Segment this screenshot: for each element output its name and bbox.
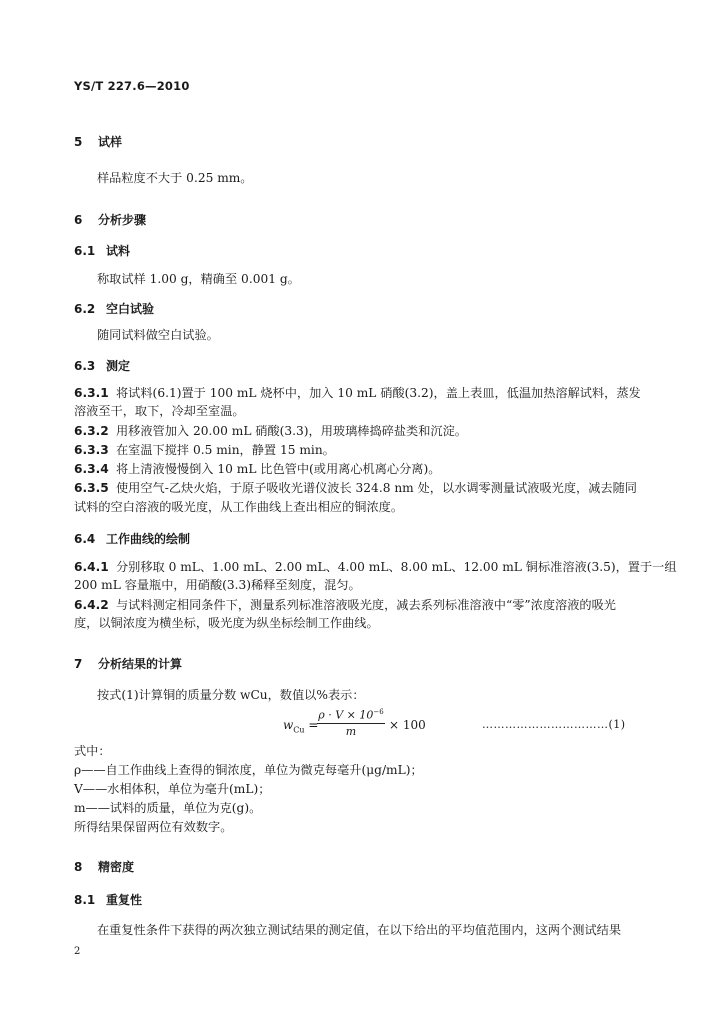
clause-number: 6.3.5 (74, 481, 109, 495)
clause-6-4-2-line-2: 度，以铜浓度为横坐标，吸光度为纵坐标绘制工作曲线。 (74, 616, 379, 630)
section-8-heading (74, 858, 134, 875)
clause-number: 6.4.2 (74, 598, 109, 612)
formula-numerator (317, 708, 385, 722)
sec6-2-paragraph: 随同试料做空白试验。 (97, 328, 219, 342)
section-6-3-heading (74, 357, 130, 374)
formula-lhs (283, 718, 318, 734)
clause-6-3-5-line-2: 试料的空白溶液的吸光度，从工作曲线上查出相应的铜浓度。 (74, 500, 404, 514)
section-number: 5 (74, 135, 83, 149)
sec8-1-paragraph: 在重复性条件下获得的两次独立测试结果的测定值，在以下给出的平均值范围内，这两个测试结果 (97, 923, 622, 937)
formula-denominator: m (345, 724, 357, 738)
section-title: 工作曲线的绘制 (106, 532, 191, 546)
section-title: 重复性 (106, 893, 143, 907)
section-5-heading (74, 133, 122, 150)
section-number: 7 (74, 657, 83, 671)
section-6-4-heading (74, 530, 190, 547)
formula-lhs-var: w (283, 718, 294, 732)
section-6-2-heading (74, 300, 154, 317)
section-7-heading (74, 655, 182, 672)
section-number: 6.2 (74, 302, 96, 316)
significant-figures-note: 所得结果保留两位有效数字。 (74, 820, 233, 834)
formula-lhs-sub: Cu (293, 725, 305, 735)
definition-rho: ρ——自工作曲线上查得的铜浓度，单位为微克每毫升(μg/mL)； (74, 763, 423, 777)
clause-number: 6.3.3 (74, 443, 109, 457)
section-number: 6.4 (74, 532, 96, 546)
clause-text: 将试料(6.1)置于 100 mL 烧杯中，加入 10 mL 硝酸(3.2)，盖上表皿，低温加热溶解试料，蒸发 (116, 386, 641, 400)
section-number: 6 (74, 213, 83, 227)
clause-number: 6.3.1 (74, 386, 109, 400)
clause-6-4-2-line-1 (74, 599, 616, 611)
section-title: 试料 (106, 244, 131, 258)
section-number: 6.3 (74, 359, 96, 373)
formula-numerator-text: ρ · V × 10 (318, 708, 374, 722)
sec5-paragraph: 样品粒度不大于 0.25 mm。 (97, 171, 253, 185)
page-number: 2 (74, 946, 81, 957)
formula-1 (283, 708, 463, 742)
formula-number: ……………………………(1) (482, 718, 626, 731)
section-number: 6.1 (74, 244, 96, 258)
clause-text: 用移液管加入 20.00 mL 硝酸(3.3)，用玻璃棒捣碎盐类和沉淀。 (116, 424, 467, 438)
definition-v: V——水相体积，单位为毫升(mL)； (74, 782, 271, 796)
clause-text: 使用空气-乙炔火焰，于原子吸收光谱仪波长 324.8 nm 处，以水调零测量试液吸光度，减去随同 (116, 481, 637, 495)
clause-6-3-1-line-1 (74, 387, 641, 399)
formula-numerator-exp: −6 (373, 708, 384, 716)
formula-fraction (317, 708, 385, 738)
formula-eq-sign: = (308, 718, 319, 732)
clause-text: 与试料测定相同条件下，测量系列标准溶液吸光度，减去系列标准溶液中“零”浓度溶液的吸光 (116, 598, 616, 612)
definition-m: m——试料的质量，单位为克(g)。 (74, 801, 262, 815)
clause-6-3-4 (74, 463, 440, 475)
clause-6-3-2 (74, 425, 467, 437)
clause-text: 在室温下搅拌 0.5 min，静置 15 min。 (116, 443, 335, 457)
clause-6-3-3 (74, 444, 335, 456)
clause-6-4-1-line-1 (74, 561, 677, 573)
standard-code-header: YS/T 227.6—2010 (74, 79, 190, 93)
section-6-1-heading (74, 242, 130, 259)
section-title: 试样 (98, 135, 123, 149)
sec6-1-paragraph: 称取试样 1.00 g，精确至 0.001 g。 (97, 272, 300, 286)
clause-6-3-1-line-2: 溶液至干，取下，冷却至室温。 (74, 404, 245, 418)
section-title: 精密度 (98, 860, 135, 874)
section-title: 测定 (106, 359, 131, 373)
clause-number: 6.3.4 (74, 462, 109, 476)
clause-6-4-1-line-2: 200 mL 容量瓶中，用硝酸(3.3)稀释至刻度，混匀。 (74, 578, 361, 592)
clause-text: 分别移取 0 mL、1.00 mL、2.00 mL、4.00 mL、8.00 mL、12.00 mL 铜标准溶液(3.5)，置于一组 (116, 560, 677, 574)
clause-number: 6.4.1 (74, 560, 109, 574)
clause-number: 6.3.2 (74, 424, 109, 438)
formula-times: × 100 (389, 718, 426, 732)
section-title: 分析结果的计算 (98, 657, 183, 671)
section-6-heading (74, 211, 146, 228)
section-title: 分析步骤 (98, 213, 147, 227)
section-8-1-heading (74, 891, 142, 908)
section-number: 8 (74, 860, 83, 874)
section-title: 空白试验 (106, 302, 155, 316)
clause-6-3-5-line-1 (74, 482, 637, 494)
section-number: 8.1 (74, 893, 96, 907)
sec7-intro: 按式(1)计算铜的质量分数 wCu，数值以%表示： (97, 688, 365, 702)
clause-text: 将上清液慢慢倒入 10 mL 比色管中(或用离心机离心分离)。 (116, 462, 441, 476)
fraction-bar (317, 723, 385, 724)
where-label: 式中： (74, 744, 111, 758)
